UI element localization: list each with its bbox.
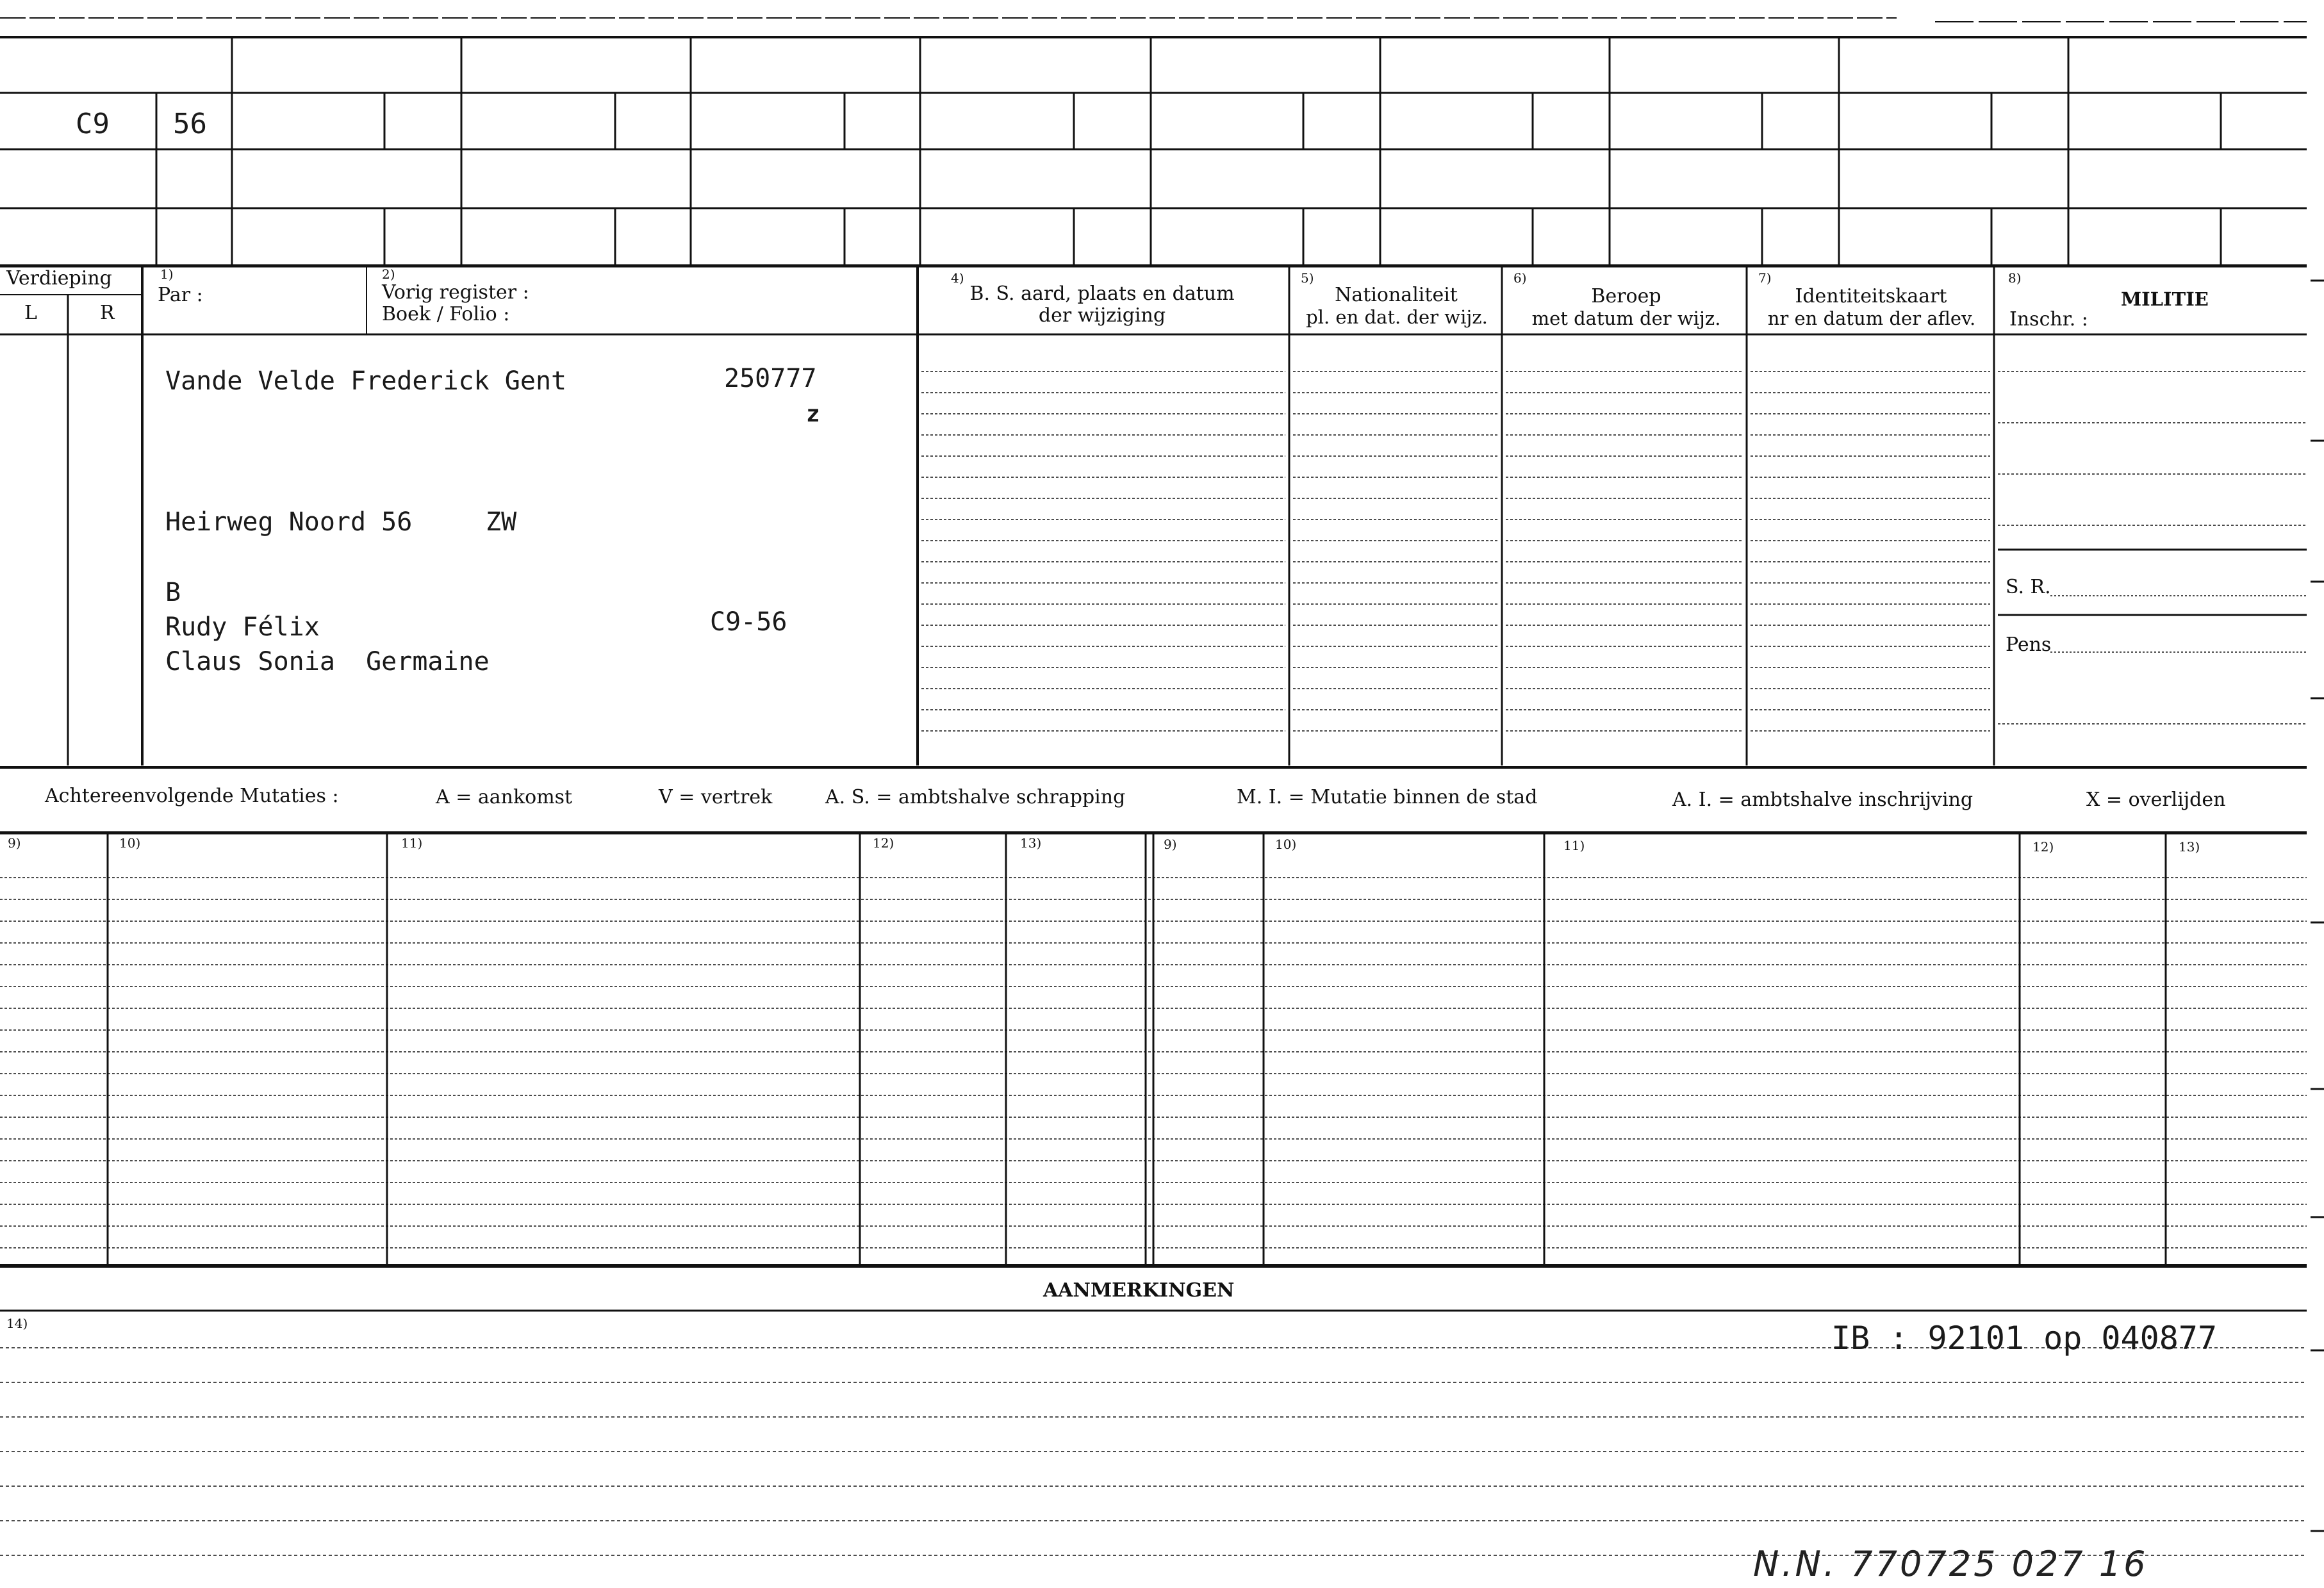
left-label: L [24,302,37,324]
record-ref: C9-56 [710,607,787,637]
beroep-label-line2: met datum der wijz. [1531,307,1721,329]
field-number-2: 2) [382,266,395,282]
field-number-1: 1) [160,266,174,282]
field-number-14: 14) [6,1316,28,1331]
record-name: Vande Velde Frederick Gent [165,366,567,396]
top-grid-number: 56 [173,108,207,140]
inschr-label: Inschr. : [2009,308,2088,331]
lower-col-12-right: 12) [2032,839,2054,855]
lower-col-10-right: 10) [1275,837,1297,852]
nationality-label-line2: pl. en dat. der wijz. [1306,306,1488,328]
field-number-5: 5) [1301,270,1314,286]
boek-folio-label: Boek / Folio : [382,303,510,325]
pens-label: Pens [2006,634,2052,656]
record-person1: Rudy Félix [165,612,320,642]
field-number-4: 4) [951,270,964,286]
top-grid-code: C9 [76,108,110,140]
ib-entry: IB : 92101 op 040877 [1831,1320,2218,1357]
lower-col-13-right: 13) [2179,839,2200,855]
field-number-8: 8) [2008,270,2022,286]
beroep-label-line1: Beroep [1591,285,1661,307]
id-card-label-line2: nr en datum der aflev. [1767,307,1976,329]
nationality-label-line1: Nationaliteit [1335,284,1458,306]
mutation-as: A. S. = ambtshalve schrapping [825,786,1126,808]
field-number-7: 7) [1758,270,1772,286]
record-address: Heirweg Noord 56 [165,507,413,537]
id-card-label-line1: Identiteitskaart [1795,285,1947,307]
field-number-6: 6) [1513,270,1527,286]
nn-handwritten-entry: N.N. 770725 027 16 [1753,1544,2148,1584]
record-person2: Claus Sonia Germaine [165,647,490,676]
record-mark: z [806,401,820,427]
lower-col-9-right: 9) [1164,837,1177,852]
remarks-title: AANMERKINGEN [1043,1279,1235,1302]
mutation-v: V = vertrek [659,786,773,808]
mutation-ai: A. I. = ambtshalve inschrijving [1672,789,1974,811]
bs-label-line1: B. S. aard, plaats en datum [969,282,1235,305]
record-zone: ZW [486,507,517,537]
right-label: R [100,302,115,324]
par-label: Par : [158,284,203,306]
mutation-x: X = overlijden [2086,789,2226,811]
mutations-title: Achtereenvolgende Mutaties : [45,785,339,807]
record-letter: B [165,578,181,607]
lower-col-13-left: 13) [1020,835,1042,851]
vorig-register-label: Vorig register : [382,281,529,304]
lower-col-11-left: 11) [401,835,423,851]
lower-col-12-left: 12) [873,835,894,851]
lower-col-10-left: 10) [119,835,141,851]
lower-col-11-right: 11) [1563,838,1585,853]
verdieping-label: Verdieping [6,267,112,290]
mutation-a: A = aankomst [436,786,573,808]
sr-label: S. R. [2006,576,2051,598]
lower-col-9-left: 9) [8,835,21,851]
bs-label-line2: der wijziging [1038,304,1166,327]
mutation-mi: M. I. = Mutatie binnen de stad [1237,786,1538,808]
record-date: 250777 [724,364,817,393]
militie-label: MILITIE [2121,288,2209,310]
